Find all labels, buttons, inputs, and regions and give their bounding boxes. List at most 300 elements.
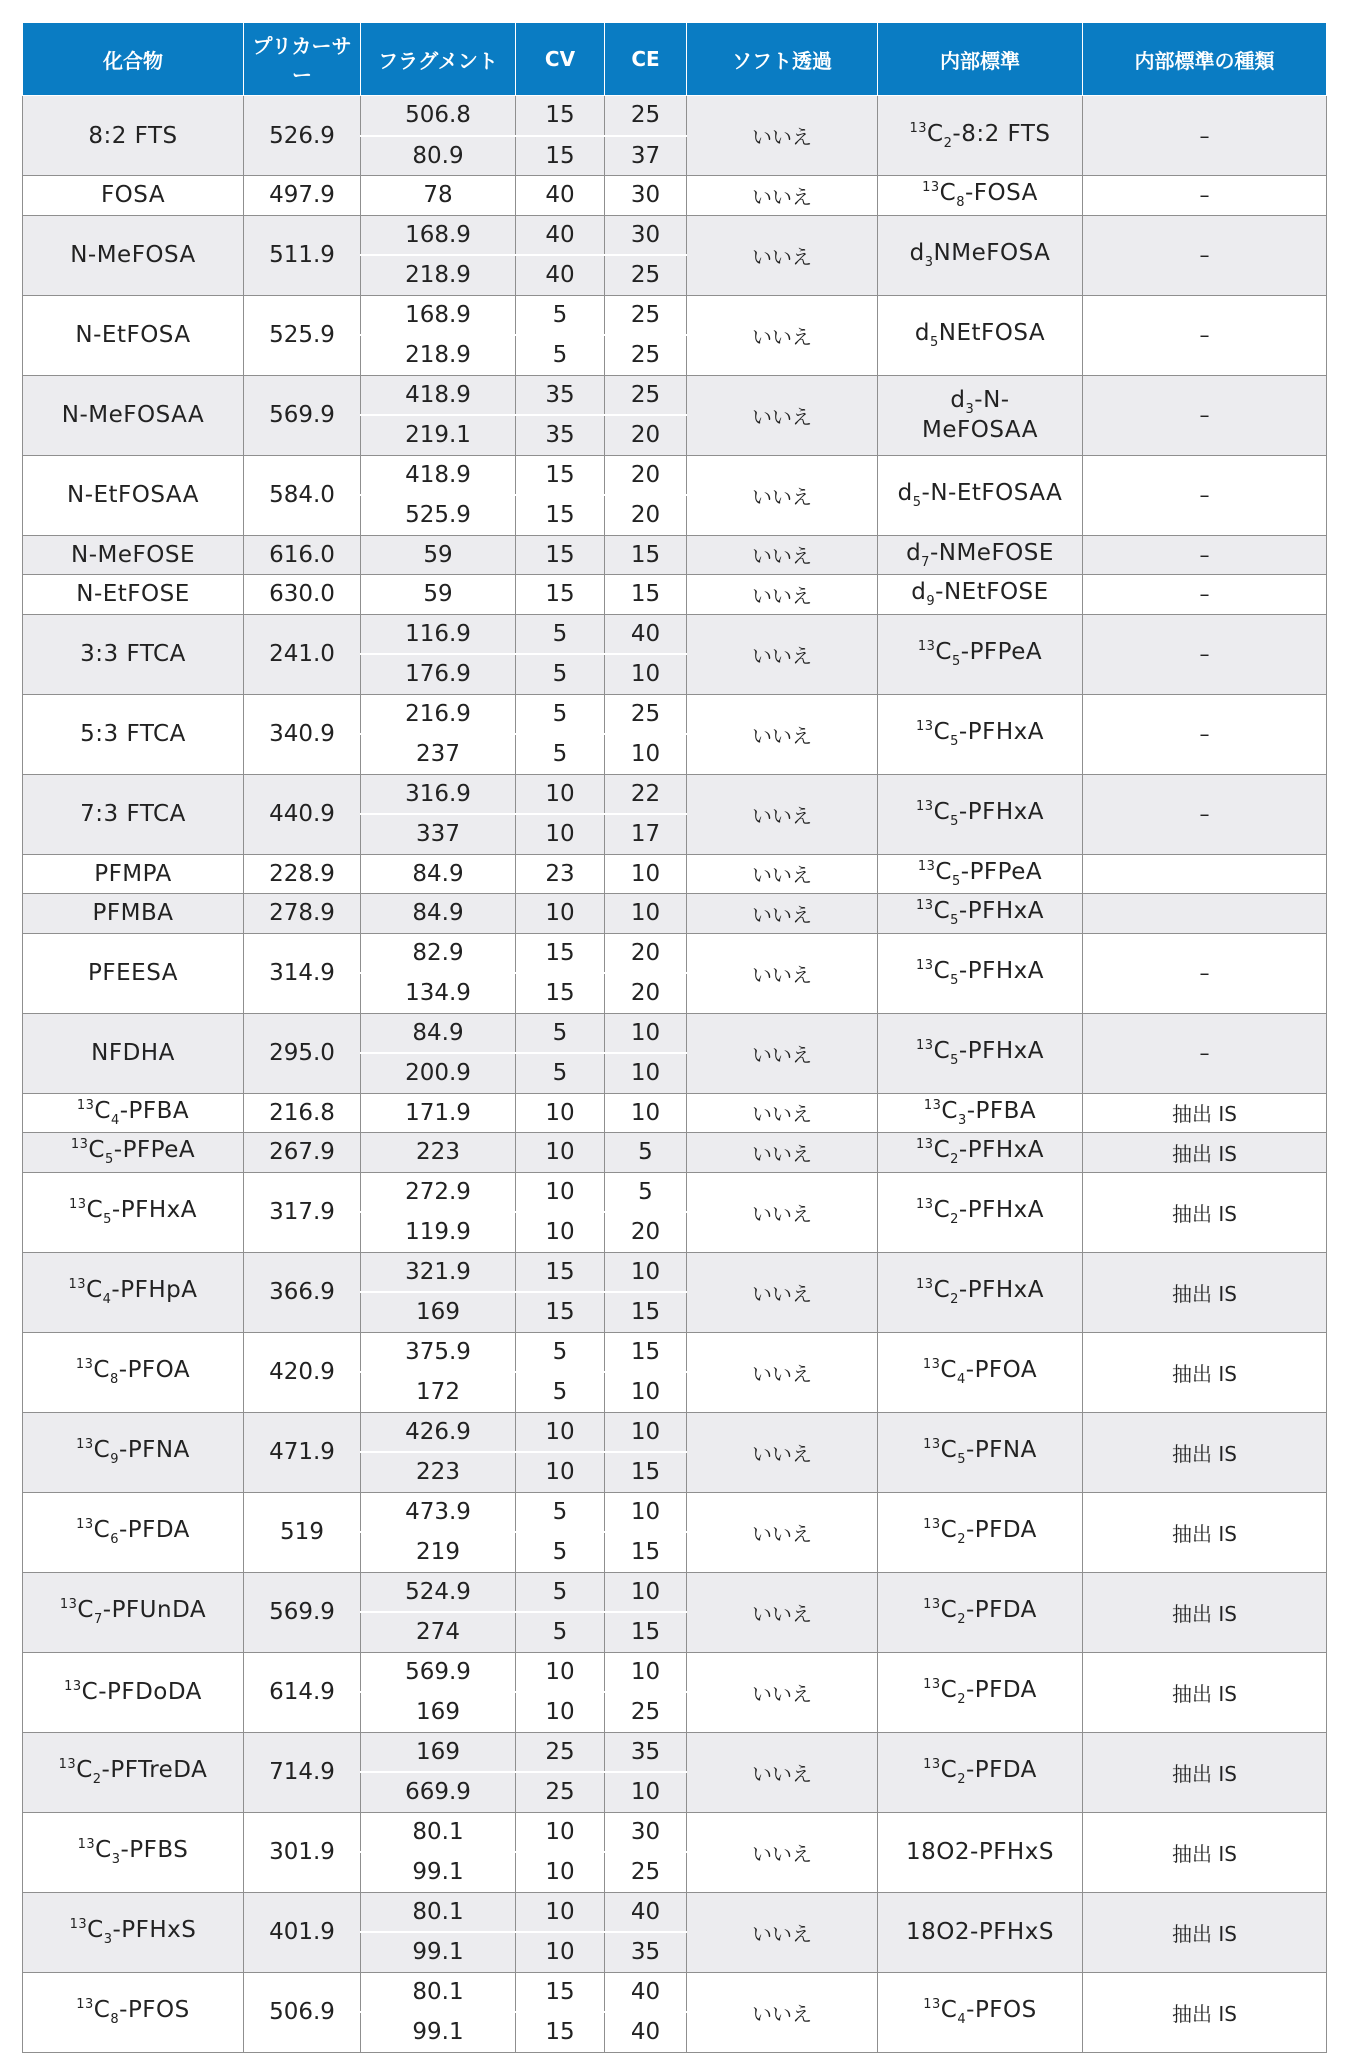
cv-cell: 15 [516, 973, 605, 1013]
header-soft-transmission: ソフト透過 [687, 23, 878, 96]
isotope-mass: 13 [69, 1917, 88, 1932]
fragment-cell: 375.9 [361, 1332, 516, 1372]
atom-count: 3 [111, 1852, 121, 1867]
label-rest: -PFBA [966, 1097, 1037, 1124]
label-rest: -8:2 FTS [952, 120, 1051, 147]
compound-cell [23, 1332, 244, 1412]
atom-count: 5 [950, 1053, 959, 1068]
label-rest: -PFOA [118, 1357, 191, 1383]
ce-cell: 40 [605, 1892, 687, 1932]
fragment-cell: 272.9 [361, 1172, 516, 1212]
ce-cell: 10 [605, 1093, 687, 1133]
ce-cell: 30 [605, 1812, 687, 1852]
table-row [23, 1892, 1327, 1932]
fragment-cell: 82.9 [361, 933, 516, 973]
fragment-cell: 171.9 [361, 1093, 516, 1133]
compound-cell [23, 1652, 244, 1732]
ce-cell: 17 [605, 814, 687, 854]
fragment-cell: 223 [361, 1133, 516, 1173]
ce-cell: 22 [605, 774, 687, 814]
soft-transmission-cell: いいえ [687, 1093, 878, 1133]
table-row [23, 1812, 1327, 1852]
compound-cell [23, 215, 244, 295]
element-symbol: C [940, 1597, 958, 1623]
compound-cell [23, 894, 244, 934]
atom-count: 4 [957, 2012, 967, 2027]
internal-standard-type-cell: 抽出 IS [1083, 1133, 1327, 1173]
atom-count: 5 [104, 1152, 114, 1168]
element-symbol: C [940, 1517, 958, 1543]
cv-cell: 5 [516, 1532, 605, 1572]
compound-cell [23, 1492, 244, 1572]
precursor-cell: 420.9 [244, 1332, 361, 1412]
internal-standard-cell [878, 295, 1083, 375]
element-symbol: C [86, 1197, 104, 1223]
compound-cell [23, 575, 244, 615]
cv-cell: 15 [516, 1972, 605, 2012]
ce-cell: 20 [605, 973, 687, 1013]
isotope-mass: 13 [923, 1097, 942, 1113]
precursor-cell: 317.9 [244, 1172, 361, 1252]
precursor-cell: 614.9 [244, 1652, 361, 1732]
ce-cell: 5 [605, 1133, 687, 1173]
label-rest: -PFOS [966, 1997, 1037, 2023]
element-symbol: C [935, 639, 952, 665]
fragment-cell: 316.9 [361, 774, 516, 814]
internal-standard-type-cell: – [1083, 455, 1327, 535]
label-text: N-MeFOSAA [61, 402, 205, 428]
element-symbol: C [933, 1137, 951, 1164]
internal-standard-cell [878, 1013, 1083, 1093]
ce-cell: 10 [605, 1372, 687, 1412]
fragment-cell: 506.8 [361, 96, 516, 136]
isotope-mass: 13 [917, 639, 936, 654]
element-symbol: C [87, 1917, 104, 1943]
cv-cell: 15 [516, 455, 605, 495]
isotope-mass: 13 [916, 898, 934, 914]
element-symbol: C [94, 1097, 111, 1124]
element-symbol: C [93, 1437, 111, 1463]
fragment-cell: 418.9 [361, 375, 516, 415]
atom-count: 4 [956, 1372, 966, 1387]
fragment-cell: 99.1 [361, 1852, 516, 1892]
precursor-cell: 295.0 [244, 1013, 361, 1093]
atom-count: 5 [912, 495, 922, 510]
cv-cell: 5 [516, 1053, 605, 1093]
soft-transmission-cell: いいえ [687, 1252, 878, 1332]
fragment-cell: 84.9 [361, 1013, 516, 1053]
element-symbol: C [77, 1597, 94, 1623]
soft-transmission-cell: いいえ [687, 375, 878, 455]
internal-standard-type-cell: – [1083, 295, 1327, 375]
fragment-cell: 168.9 [361, 215, 516, 255]
cv-cell: 5 [516, 1612, 605, 1652]
label-text: PFMPA [94, 860, 172, 887]
label-rest: -PFUnDA [102, 1597, 207, 1623]
transition-table [22, 22, 1327, 2053]
atom-count: 3 [957, 1112, 967, 1128]
fragment-cell: 669.9 [361, 1772, 516, 1812]
precursor-cell: 511.9 [244, 215, 361, 295]
cv-cell: 10 [516, 1892, 605, 1932]
isotope-mass: 13 [76, 1437, 94, 1452]
label-rest: -PFPeA [113, 1137, 196, 1164]
isotope-mass: 13 [76, 1097, 95, 1113]
isotope-mass: 13 [916, 958, 934, 973]
cv-cell: 15 [516, 933, 605, 973]
atom-count: 2 [92, 1772, 102, 1787]
element-symbol: d [911, 579, 927, 606]
fragment-cell: 169 [361, 1732, 516, 1772]
internal-standard-cell [878, 215, 1083, 295]
precursor-cell: 216.8 [244, 1093, 361, 1133]
atom-count: 2 [957, 1612, 966, 1627]
soft-transmission-cell: いいえ [687, 614, 878, 694]
table-row [23, 1972, 1327, 2012]
cv-cell: 5 [516, 694, 605, 734]
label-rest: -PFDA [965, 1597, 1037, 1623]
compound-cell [23, 1732, 244, 1812]
isotope-mass: 13 [70, 1137, 89, 1153]
ce-cell: 20 [605, 933, 687, 973]
label-text: 18O2-PFHxS [906, 1919, 1054, 1945]
fragment-cell: 176.9 [361, 654, 516, 694]
cv-cell: 23 [516, 854, 605, 894]
fragment-cell: 524.9 [361, 1572, 516, 1612]
table-row [23, 535, 1327, 575]
element-symbol: C [95, 1837, 112, 1863]
soft-transmission-cell: いいえ [687, 1133, 878, 1173]
precursor-cell: 278.9 [244, 894, 361, 934]
internal-standard-type-cell: 抽出 IS [1083, 1812, 1327, 1892]
internal-standard-cell [878, 1812, 1083, 1892]
label-rest: -NMeFOSE [929, 539, 1054, 566]
element-symbol: d [950, 387, 966, 413]
internal-standard-type-cell: – [1083, 614, 1327, 694]
cv-cell: 10 [516, 1172, 605, 1212]
label-text: N-MeFOSE [71, 541, 195, 568]
table-row [23, 375, 1327, 415]
atom-count: 5 [103, 1212, 112, 1227]
precursor-cell: 584.0 [244, 455, 361, 535]
label-text: FOSA [100, 182, 166, 209]
label-rest: -PFDA [965, 1677, 1037, 1703]
fragment-cell: 116.9 [361, 614, 516, 654]
soft-transmission-cell: いいえ [687, 1892, 878, 1972]
label-rest: -PFTreDA [101, 1757, 208, 1783]
fragment-cell: 426.9 [361, 1412, 516, 1452]
atom-count: 3 [103, 1932, 113, 1947]
internal-standard-type-cell: 抽出 IS [1083, 1172, 1327, 1252]
precursor-cell: 440.9 [244, 774, 361, 854]
precursor-cell: 616.0 [244, 535, 361, 575]
fragment-cell: 169 [361, 1292, 516, 1332]
precursor-cell: 301.9 [244, 1812, 361, 1892]
isotope-mass: 13 [916, 719, 934, 734]
atom-count: 5 [950, 913, 959, 929]
internal-standard-cell [878, 535, 1083, 575]
atom-count: 2 [943, 135, 953, 151]
label-rest: -PFNA [119, 1437, 190, 1463]
fragment-cell: 473.9 [361, 1492, 516, 1532]
label-rest: -PFOA [965, 1357, 1038, 1383]
element-symbol: C [88, 1137, 105, 1164]
internal-standard-cell [878, 1412, 1083, 1492]
precursor-cell: 401.9 [244, 1892, 361, 1972]
atom-count: 7 [921, 554, 930, 570]
compound-cell [23, 295, 244, 375]
table-row [23, 1572, 1327, 1612]
fragment-cell: 78 [361, 176, 516, 216]
internal-standard-type-cell: 抽出 IS [1083, 1652, 1327, 1732]
atom-count: 9 [110, 1452, 120, 1467]
cv-cell: 10 [516, 1692, 605, 1732]
internal-standard-cell [878, 1732, 1083, 1812]
fragment-cell: 237 [361, 734, 516, 774]
atom-count: 3 [965, 402, 975, 417]
cv-cell: 5 [516, 1013, 605, 1053]
cv-cell: 15 [516, 495, 605, 535]
ce-cell: 25 [605, 335, 687, 375]
compound-cell [23, 694, 244, 774]
cv-cell: 40 [516, 255, 605, 295]
element-symbol: C [933, 898, 951, 925]
atom-count: 2 [957, 1692, 966, 1707]
ce-cell: 10 [605, 1492, 687, 1532]
cv-cell: 10 [516, 1812, 605, 1852]
table-row [23, 1412, 1327, 1452]
ce-cell: 10 [605, 1652, 687, 1692]
fragment-cell: 84.9 [361, 894, 516, 934]
document-page [22, 22, 1326, 2053]
ce-cell: 10 [605, 1053, 687, 1093]
header-precursor: プリカーサー [244, 23, 361, 96]
atom-count: 2 [950, 1212, 959, 1227]
internal-standard-cell [878, 1492, 1083, 1572]
atom-count: 4 [102, 1292, 112, 1307]
label-rest: -PFBA [119, 1097, 190, 1124]
label-rest: -N-EtFOSAA [921, 480, 1063, 506]
compound-cell [23, 1972, 244, 2052]
precursor-cell: 630.0 [244, 575, 361, 615]
label-rest: -PFHxA [958, 898, 1044, 925]
fragment-cell: 80.1 [361, 1812, 516, 1852]
cv-cell: 15 [516, 535, 605, 575]
table-row [23, 1252, 1327, 1292]
ce-cell: 20 [605, 415, 687, 455]
compound-cell [23, 1013, 244, 1093]
soft-transmission-cell: いいえ [687, 295, 878, 375]
isotope-mass: 13 [76, 1517, 94, 1532]
internal-standard-type-cell: 抽出 IS [1083, 1732, 1327, 1812]
label-rest: -NEtFOSE [935, 579, 1049, 606]
element-symbol: C [86, 1277, 103, 1303]
element-symbol: C [940, 1677, 958, 1703]
cv-cell: 15 [516, 2012, 605, 2052]
fragment-cell: 219 [361, 1532, 516, 1572]
internal-standard-type-cell: – [1083, 375, 1327, 455]
soft-transmission-cell: いいえ [687, 933, 878, 1013]
ce-cell: 10 [605, 1013, 687, 1053]
soft-transmission-cell: いいえ [687, 1013, 878, 1093]
table-row [23, 1133, 1327, 1173]
ce-cell: 10 [605, 854, 687, 894]
ce-cell: 20 [605, 495, 687, 535]
compound-cell [23, 176, 244, 216]
precursor-cell: 267.9 [244, 1133, 361, 1173]
label-rest: NEtFOSA [938, 320, 1046, 346]
label-rest: -PFOS [119, 1997, 190, 2023]
ce-cell: 10 [605, 654, 687, 694]
isotope-mass: 13 [923, 1997, 941, 2012]
atom-count: 3 [924, 255, 934, 270]
internal-standard-cell [878, 1972, 1083, 2052]
header-row [23, 23, 1327, 96]
header-compound: 化合物 [23, 23, 244, 96]
isotope-mass: 13 [64, 1679, 82, 1694]
soft-transmission-cell: いいえ [687, 1652, 878, 1732]
compound-cell [23, 1133, 244, 1173]
soft-transmission-cell: いいえ [687, 1332, 878, 1412]
soft-transmission-cell: いいえ [687, 176, 878, 216]
header-cv: CV [516, 23, 605, 96]
ce-cell: 15 [605, 1292, 687, 1332]
precursor-cell: 519 [244, 1492, 361, 1572]
compound-cell [23, 1812, 244, 1892]
soft-transmission-cell: いいえ [687, 694, 878, 774]
ce-cell: 30 [605, 176, 687, 216]
precursor-cell: 314.9 [244, 933, 361, 1013]
cv-cell: 5 [516, 1372, 605, 1412]
fragment-cell: 218.9 [361, 335, 516, 375]
cv-cell: 40 [516, 176, 605, 216]
soft-transmission-cell: いいえ [687, 774, 878, 854]
label-rest: -PFHxA [958, 799, 1044, 825]
label-rest: -PFBS [120, 1837, 189, 1863]
label-rest: NMeFOSA [933, 240, 1051, 266]
element-symbol: C [93, 1517, 111, 1543]
fragment-cell: 134.9 [361, 973, 516, 1013]
fragment-cell: 219.1 [361, 415, 516, 455]
label-rest: -N- [974, 387, 1010, 413]
cv-cell: 10 [516, 1212, 605, 1252]
label-rest: -PFHxA [958, 1197, 1044, 1223]
header-internal-standard: 内部標準 [878, 23, 1083, 96]
compound-cell [23, 375, 244, 455]
label-text: PFMBA [92, 900, 174, 927]
precursor-cell: 569.9 [244, 375, 361, 455]
fragment-cell: 99.1 [361, 2012, 516, 2052]
label-rest: -FOSA [964, 180, 1038, 207]
ce-cell: 10 [605, 1572, 687, 1612]
isotope-mass: 13 [916, 1038, 934, 1053]
ce-cell: 15 [605, 1332, 687, 1372]
table-row [23, 774, 1327, 814]
precursor-cell: 525.9 [244, 295, 361, 375]
element-symbol: C [76, 1757, 93, 1783]
cv-cell: 10 [516, 1452, 605, 1492]
cv-cell: 5 [516, 654, 605, 694]
internal-standard-type-cell: 抽出 IS [1083, 1412, 1327, 1492]
internal-standard-cell [878, 1332, 1083, 1412]
element-symbol: C [941, 1097, 958, 1124]
header-fragment: フラグメント [361, 23, 516, 96]
fragment-cell: 200.9 [361, 1053, 516, 1093]
cv-cell: 10 [516, 1412, 605, 1452]
isotope-mass: 13 [58, 1757, 77, 1772]
internal-standard-cell [878, 1652, 1083, 1732]
fragment-cell: 169 [361, 1692, 516, 1732]
cv-cell: 5 [516, 614, 605, 654]
label-text: 7:3 FTCA [80, 801, 186, 827]
cv-cell: 15 [516, 1252, 605, 1292]
precursor-cell: 526.9 [244, 96, 361, 176]
table-row [23, 295, 1327, 335]
soft-transmission-cell: いいえ [687, 455, 878, 535]
internal-standard-type-cell: – [1083, 933, 1327, 1013]
atom-count: 2 [950, 1292, 959, 1307]
table-row [23, 1652, 1327, 1692]
compound-cell [23, 774, 244, 854]
isotope-mass: 13 [75, 1357, 94, 1372]
label-text: NFDHA [91, 1040, 175, 1066]
table-header [23, 23, 1327, 96]
ce-cell: 15 [605, 535, 687, 575]
ce-cell: 15 [605, 1532, 687, 1572]
isotope-mass: 13 [59, 1597, 78, 1612]
precursor-cell: 228.9 [244, 854, 361, 894]
label-rest: -PFDA [965, 1517, 1037, 1543]
ce-cell: 10 [605, 1252, 687, 1292]
atom-count: 5 [957, 1452, 967, 1467]
atom-count: 2 [957, 1772, 966, 1787]
table-row [23, 176, 1327, 216]
isotope-mass: 13 [68, 1277, 87, 1292]
label-text: PFEESA [88, 960, 178, 986]
compound-cell [23, 1412, 244, 1492]
atom-count: 8 [110, 2012, 120, 2027]
soft-transmission-cell: いいえ [687, 1812, 878, 1892]
element-symbol: C [81, 1679, 99, 1705]
precursor-cell: 569.9 [244, 1572, 361, 1652]
compound-cell [23, 1093, 244, 1133]
atom-count: 2 [950, 1152, 959, 1168]
isotope-mass: 13 [916, 799, 934, 814]
precursor-cell: 506.9 [244, 1972, 361, 2052]
ce-cell: 25 [605, 1852, 687, 1892]
isotope-mass: 13 [69, 1197, 87, 1212]
label-text: 18O2-PFHxS [906, 1839, 1054, 1865]
fragment-cell: 168.9 [361, 295, 516, 335]
ce-cell: 25 [605, 255, 687, 295]
atom-count: 8 [956, 195, 965, 211]
atom-count: 5 [950, 814, 959, 829]
label-text: 3:3 FTCA [80, 641, 186, 667]
ce-cell: 35 [605, 1732, 687, 1772]
compound-cell [23, 1572, 244, 1652]
internal-standard-type-cell: – [1083, 575, 1327, 615]
label-rest: -PFHxA [111, 1197, 197, 1223]
element-symbol: d [906, 539, 922, 566]
ce-cell: 15 [605, 1452, 687, 1492]
cv-cell: 5 [516, 1572, 605, 1612]
table-row [23, 694, 1327, 734]
table-row [23, 1093, 1327, 1133]
internal-standard-cell [878, 575, 1083, 615]
label-text: 5:3 FTCA [80, 721, 186, 747]
cv-cell: 15 [516, 1292, 605, 1332]
table-row [23, 894, 1327, 934]
